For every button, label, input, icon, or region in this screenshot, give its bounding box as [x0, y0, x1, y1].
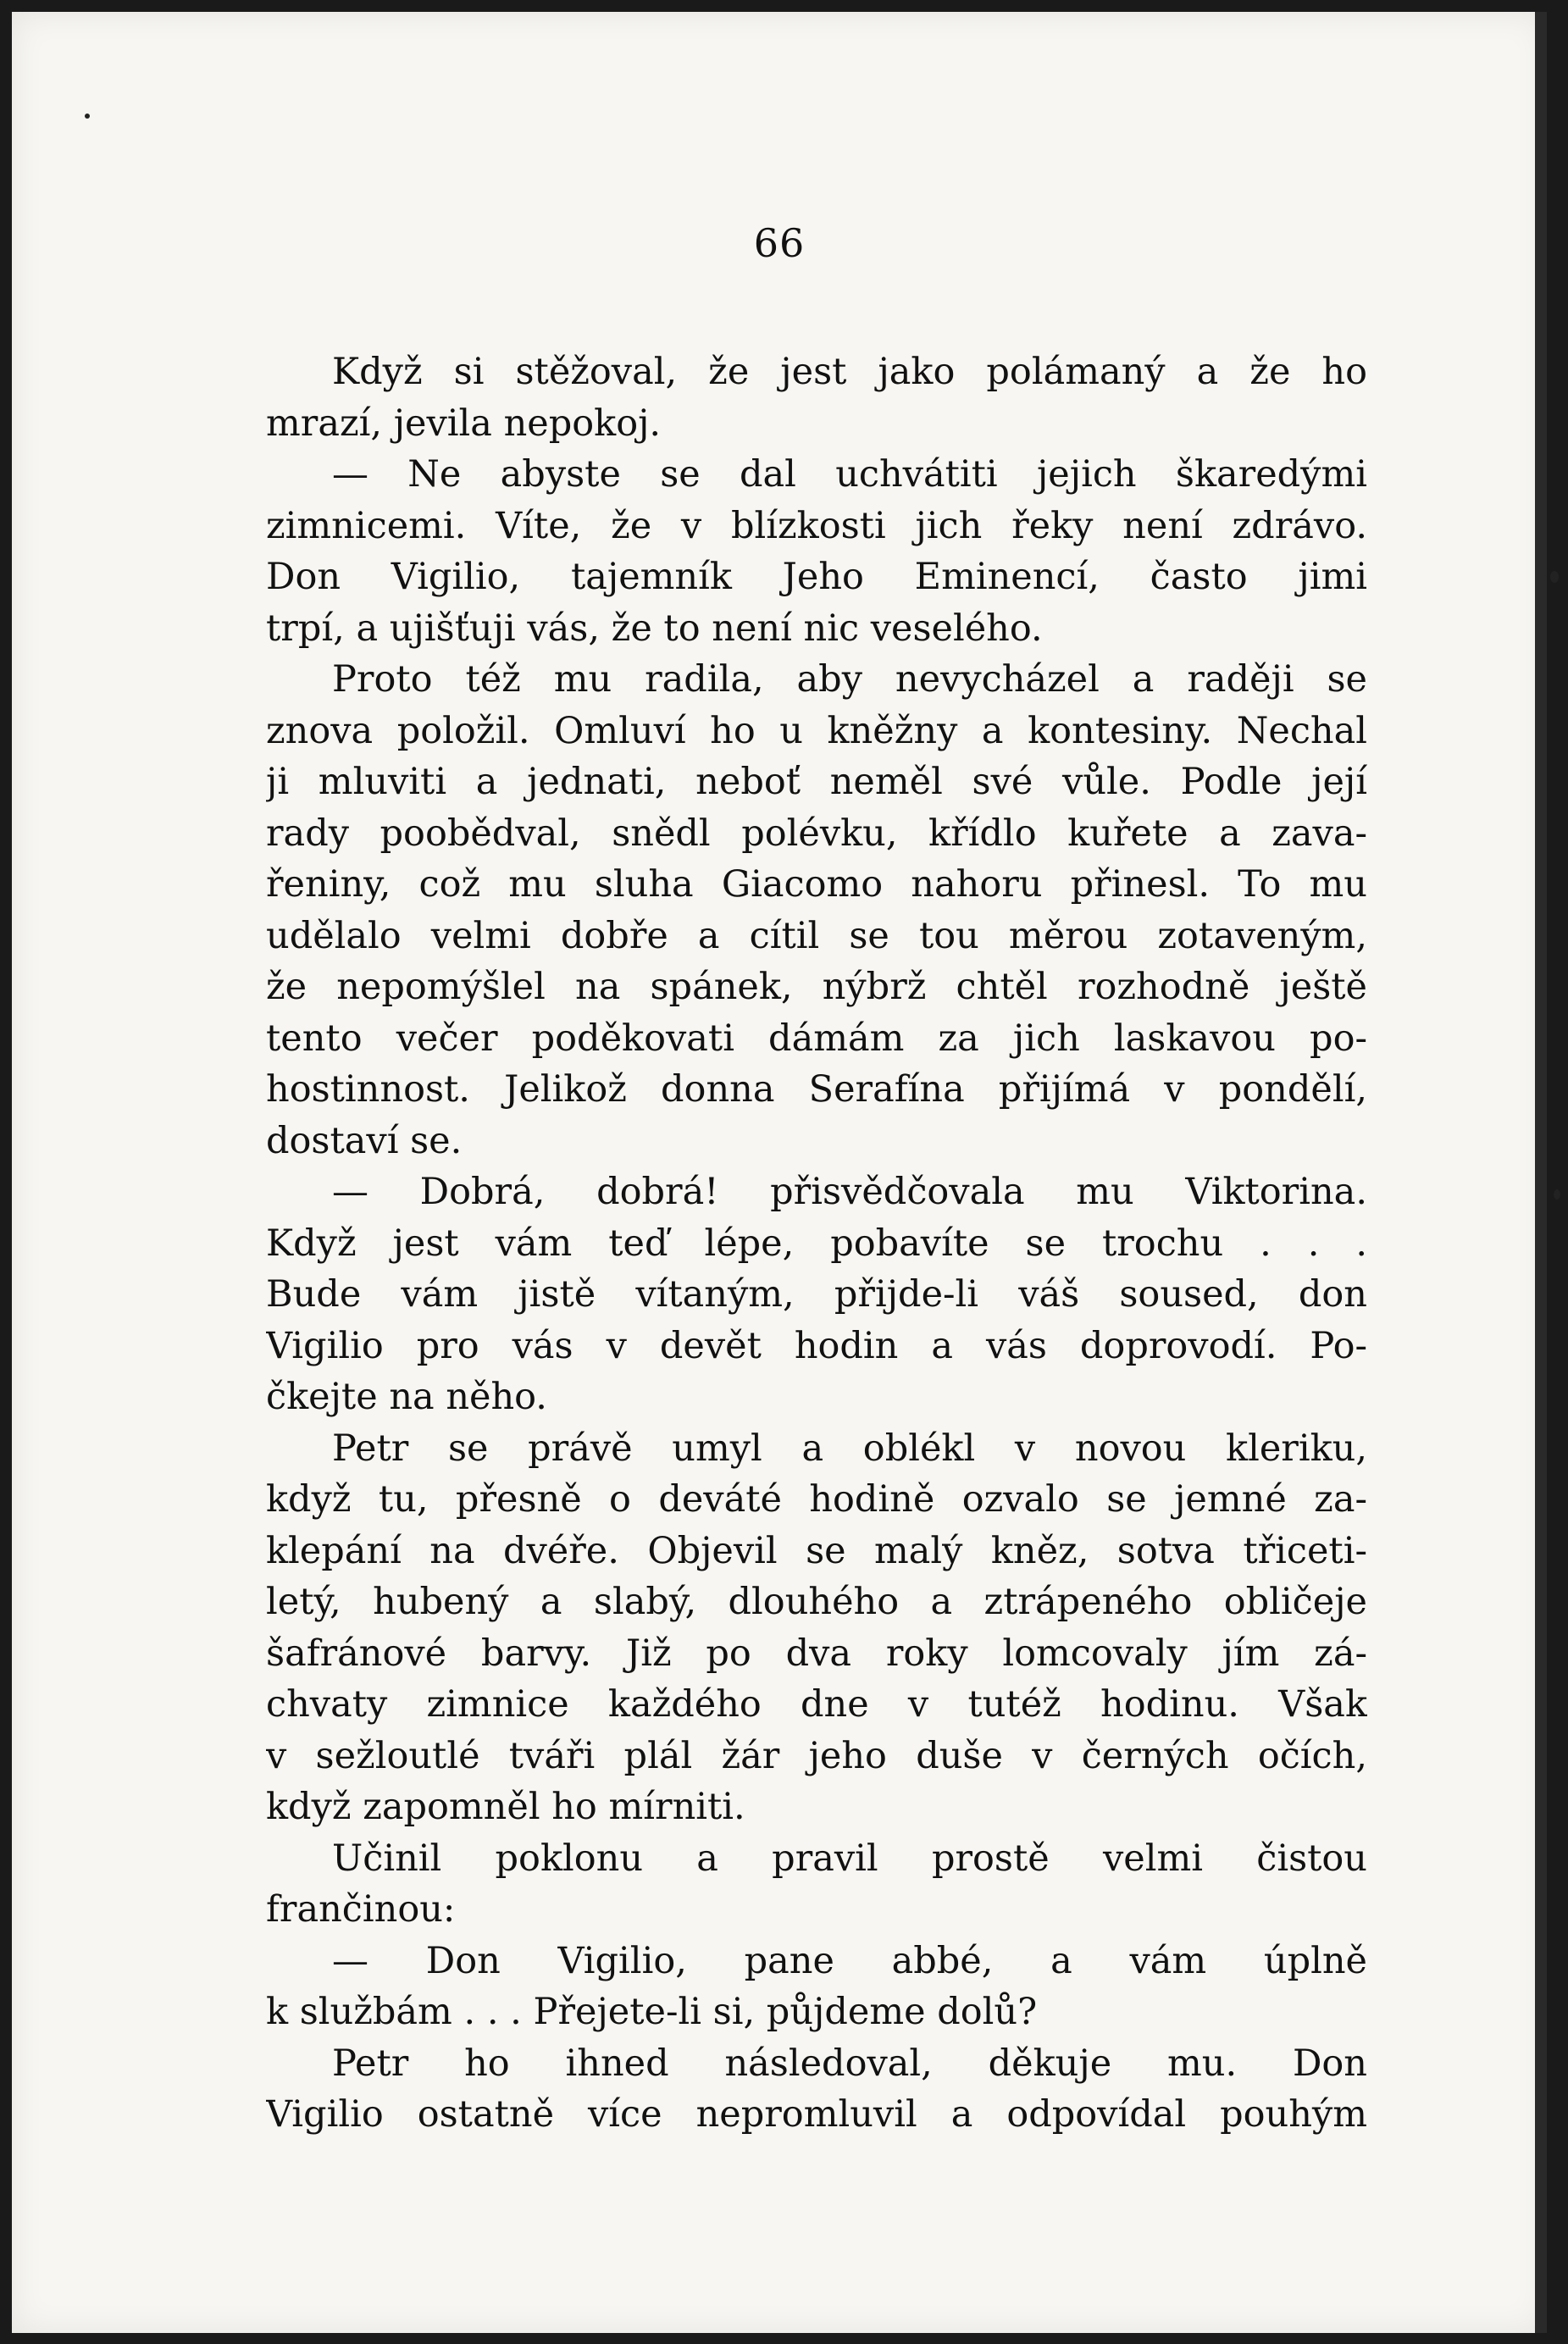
text-line: Proto též mu radila, aby nevycházel a raději se [332, 658, 1367, 701]
text-line: šafránové barvy. Již po dva roky lomcovaly jím zá- [266, 1632, 1367, 1675]
text-line: Bude vám jistě vítaným, přijde-li váš soused, don [266, 1273, 1367, 1316]
text-line: tento večer poděkovati dámám za jich laskavou po- [266, 1017, 1367, 1060]
margin-speck [85, 114, 90, 119]
text-line: udělalo velmi dobře a cítil se tou měrou zotaveným, [266, 914, 1367, 957]
text-line: k službám . . . Přejete-li si, půjdeme dolů? [266, 1991, 1038, 2033]
text-line: mrazí, jevila nepokoj. [266, 402, 662, 445]
text-line: klepání na dvéře. Objevil se malý kněz, sotva třiceti- [266, 1529, 1367, 1572]
text-line: čkejte na něho. [266, 1376, 547, 1418]
page-number: 66 [753, 220, 806, 266]
text-line: chvaty zimnice každého dne v tutéž hodinu. Však [266, 1683, 1367, 1726]
text-line: když zapomněl ho mírniti. [266, 1786, 745, 1828]
text-line: ji mluviti a jednati, neboť neměl své vůle. Podle její [266, 761, 1367, 803]
margin-speck [1554, 1189, 1560, 1200]
text-line: — Dobrá, dobrá! přisvědčovala mu Viktorina. [332, 1171, 1367, 1213]
text-line: Vigilio ostatně více nepromluvil a odpovídal pouhým [266, 2093, 1367, 2136]
text-line: letý, hubený a slabý, dlouhého a ztrápeného obličeje [266, 1581, 1367, 1623]
text-line: hostinnost. Jelikož donna Serafína přijímá v pondělí, [266, 1068, 1367, 1111]
text-line: znova položil. Omluví ho u kněžny a kontesiny. Nechal [266, 709, 1367, 752]
text-line: že nepomýšlel na spánek, nýbrž chtěl rozhodně ještě [266, 966, 1367, 1008]
text-line: Petr ho ihned následoval, děkuje mu. Don [332, 2042, 1367, 2085]
text-line: rady poobědval, snědl polévku, křídlo kuřete a zava- [266, 812, 1367, 855]
page-edge-shadow [1535, 12, 1547, 2333]
text-line: zimnicemi. Víte, že v blízkosti jich řeky není zdrávo. [266, 504, 1367, 547]
text-line: když tu, přesně o deváté hodině ozvalo se jemné za- [266, 1478, 1367, 1521]
text-line: Když jest vám teď lépe, pobavíte se trochu . . . [266, 1222, 1367, 1265]
margin-speck [1550, 571, 1559, 583]
book-page [12, 12, 1547, 2333]
text-line: dostaví se. [266, 1119, 463, 1162]
text-line: frančinou: [266, 1888, 456, 1931]
body-text [266, 346, 1367, 2141]
text-line: Don Vigilio, tajemník Jeho Eminencí, často jimi [266, 556, 1367, 598]
text-line: v sežloutlé tváři plál žár jeho duše v černých očích, [266, 1734, 1367, 1777]
text-line: řeniny, což mu sluha Giacomo nahoru přinesl. To mu [266, 863, 1367, 906]
text-line: Vigilio pro vás v devět hodin a vás doprovodí. Po- [266, 1324, 1367, 1367]
text-line: trpí, a ujišťuji vás, že to není nic veselého. [266, 607, 1043, 650]
text-line: — Don Vigilio, pane abbé, a vám úplně [332, 1939, 1367, 1982]
text-line: Když si stěžoval, že jest jako polámaný a že ho [332, 351, 1367, 393]
text-line: — Ne abyste se dal uchvátiti jejich škaredými [332, 453, 1367, 496]
text-line: Učinil poklonu a pravil prostě velmi čistou [332, 1837, 1367, 1880]
text-line: Petr se právě umyl a oblékl v novou kleriku, [332, 1427, 1367, 1470]
